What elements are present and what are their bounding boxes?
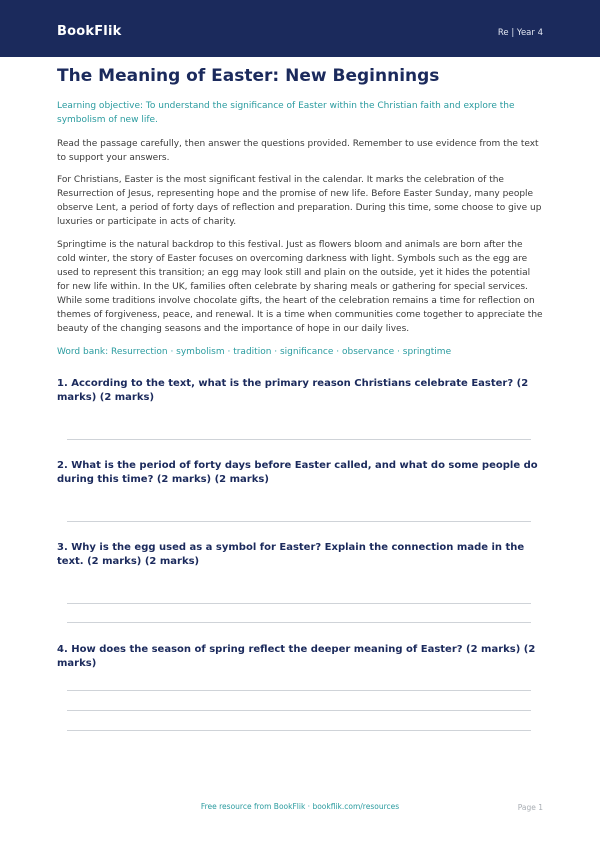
passage-paragraph-1: For Christians, Easter is the most significant festival in the calendar. It marks the celebration of the Resurrection of Jesus, representing hope and the promise of new life. Before Easter Sunday, many people observe Lent, a period of forty days of reflection and preparation. During this time, some choose to give up luxuries or participate in acts of charity. [57,175,542,227]
answer-line[interactable] [67,622,531,623]
answer-line[interactable] [67,439,531,440]
learning-objective: Learning objective: To understand the significance of Easter within the Christian faith and explore the symbolism of new life. [57,101,515,125]
question-2: 2. What is the period of forty days before Easter called, and what do some people do during this time? (2 marks) (2 marks) [57,460,538,485]
word-bank: Word bank: Resurrection · symbolism · tradition · significance · observance · springtime [57,347,452,357]
answer-line[interactable] [67,730,531,731]
answer-line[interactable] [67,710,531,711]
question-1: 1. According to the text, what is the primary reason Christians celebrate Easter? (2 marks) (2 marks) [57,378,529,403]
page-title: The Meaning of Easter: New Beginnings [57,66,440,86]
worksheet-body [57,99,543,357]
subject-year-label: Re | Year 4 [497,28,543,38]
brand-logo: BookFlik [57,24,122,39]
answer-line[interactable] [67,690,531,691]
answer-line[interactable] [67,521,531,522]
answer-line[interactable] [67,603,531,604]
question-4: 4. How does the season of spring reflect the deeper meaning of Easter? (2 marks) (2 marks) [57,644,536,669]
passage-paragraph-2: Springtime is the natural backdrop to this festival. Just as flowers bloom and animals are born after the cold winter, the story of Easter focuses on overcoming darkness with light. Symbols such as the egg are used to represent this transition; an egg may look still and plain on the outside, yet it hides the potential for new life within. In the UK, families often celebrate by sharing meals or gathering for special services. While some traditions involve chocolate gifts, the heart of the celebration remains a time for reflection on themes of forgiveness, peace, and renewal. It is a time when communities come together to appreciate the beauty of the changing seasons and the importance of hope in our daily lives. [57,240,543,334]
instructions-text: Read the passage carefully, then answer the questions provided. Remember to use evidence from the text to support your answers. [57,139,539,163]
page-number: Page 1 [517,803,543,812]
question-3: 3. Why is the egg used as a symbol for Easter? Explain the connection made in the text. (2 marks) (2 marks) [57,542,525,567]
header-bar [0,0,600,57]
footer-link[interactable]: Free resource from BookFlik · bookflik.com/resources [200,802,400,811]
